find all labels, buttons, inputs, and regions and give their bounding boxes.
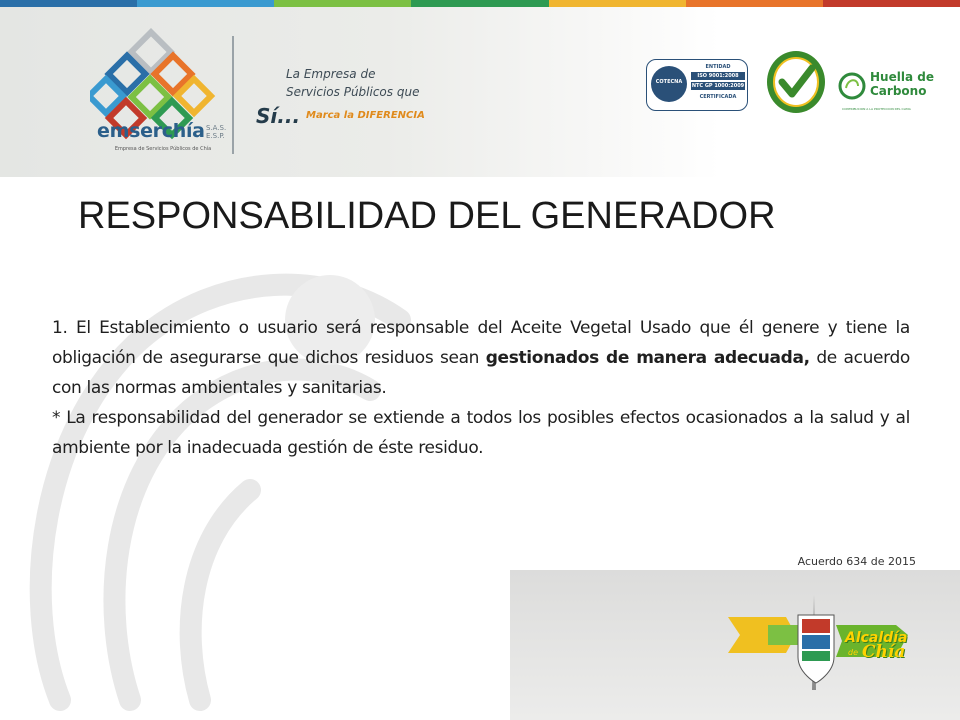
cert-line-3: NTC GP 1000:2009 (691, 83, 745, 89)
alcaldia-de: de (848, 648, 858, 657)
stripe-segment (0, 0, 137, 7)
top-color-stripe (0, 0, 960, 7)
huella-title: Huella de (870, 70, 934, 84)
tagline-marca: Marca la DIFERENCIA (306, 110, 425, 121)
body-text (52, 313, 910, 463)
stripe-segment (823, 0, 960, 7)
page-title: RESPONSABILIDAD DEL GENERADOR (78, 195, 776, 237)
cotecna-logo-text: COTECNA (655, 79, 683, 85)
cert-line-2: ISO 9001:2008 (691, 72, 745, 80)
alcaldia-name: Alcaldía (845, 630, 908, 646)
paragraph-1-bold: gestionados de manera adecuada, (485, 348, 810, 368)
iso-certification-badge (646, 59, 748, 111)
tagline-line-2: Servicios Públicos que (286, 85, 420, 99)
reference-note: Acuerdo 634 de 2015 (797, 555, 916, 568)
paragraph-1-text: 1. El Establecimiento o usuario será responsable del Aceite Vegetal Usado que él genere y tiene la obligación de asegurarse que dichos residuos sean (52, 318, 910, 368)
huella-subtitle: Carbono (870, 84, 927, 98)
emserchia-logo-icon (90, 28, 225, 163)
cert-line-1: ENTIDAD (705, 64, 731, 70)
tagline-si: Sí... (256, 104, 301, 128)
header-divider (232, 36, 234, 154)
brand-name: emserchía (97, 120, 205, 142)
paragraph-1 (52, 313, 910, 403)
brand-caption: Empresa de Servicios Públicos de Chía (114, 146, 212, 152)
tagline-line-1: La Empresa de (286, 67, 376, 81)
brand-suffix: S.A.S. E.S.P. (206, 124, 227, 140)
paragraph-2: * La responsabilidad del generador se extiende a todos los posibles efectos ocasionados a la salud y al ambiente por la inadecuada gestión de éste residuo. (52, 408, 910, 458)
alcaldia-city: Chía (862, 642, 906, 662)
stripe-segment (137, 0, 274, 7)
stripe-segment (411, 0, 548, 7)
cert-line-4: CERTIFICADA (699, 94, 737, 100)
huella-caption: CONTRIBUCION A LA PROTECCION DEL CLIMA (842, 107, 911, 111)
stripe-segment (549, 0, 686, 7)
stripe-segment (274, 0, 411, 7)
paragraph-1-tail: de acuerdo con las normas ambientales y sanitarias. (52, 348, 910, 398)
social-responsibility-seal-icon (764, 48, 828, 116)
stripe-segment (686, 0, 823, 7)
